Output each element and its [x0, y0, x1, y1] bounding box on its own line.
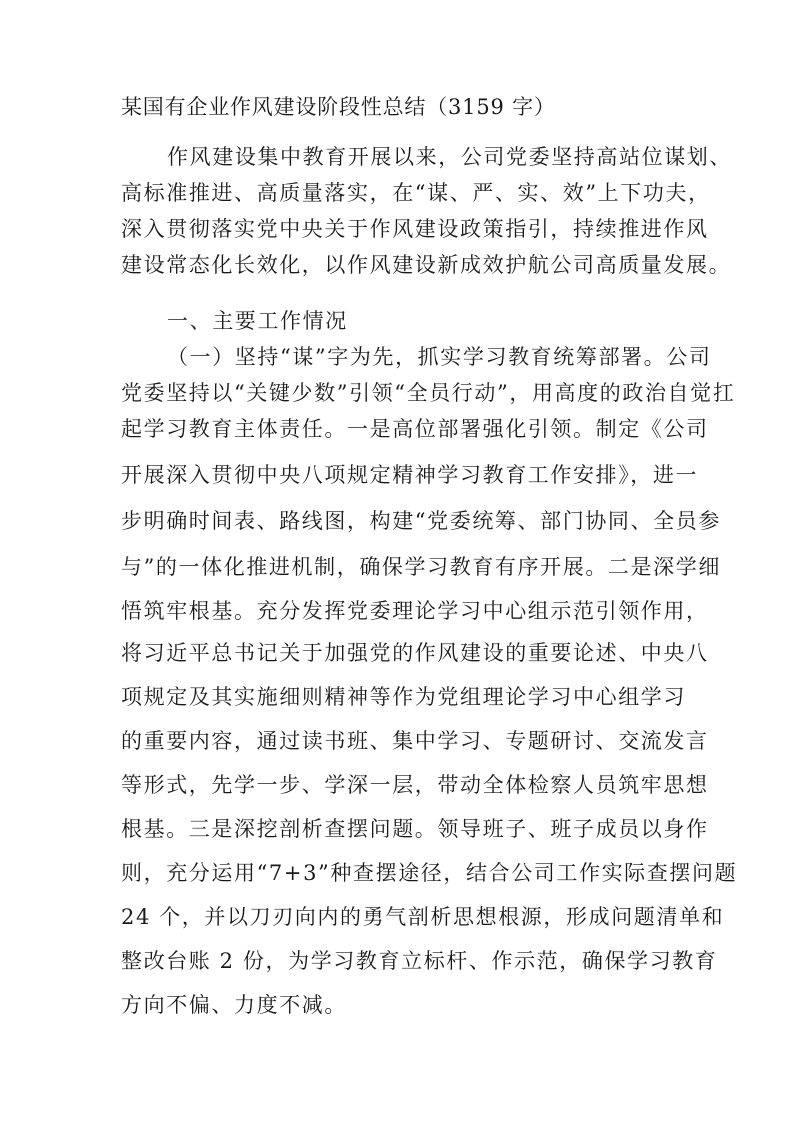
paragraph-line-12: 根基。三是深挖剖析查摆问题。领导班子、班子成员以身作 — [121, 817, 709, 841]
paragraph-line-1: （一）坚持“谋”字为先，抓实学习教育统筹部署。公司 — [167, 345, 712, 369]
document-title: 某国有企业作风建设阶段性总结（3159 字） — [121, 95, 556, 119]
paragraph-line-7: 悟筑牢根基。充分发挥党委理论学习中心组示范引领作用， — [121, 599, 709, 623]
paragraph-line-8: 将习近平总书记关于加强党的作风建设的重要论述、中央八 — [121, 641, 709, 665]
section-heading: 一、主要工作情况 — [167, 309, 348, 333]
paragraph-line-3: 起学习教育主体责任。一是高位部署强化引领。制定《公司 — [121, 417, 709, 441]
paragraph-line-9: 项规定及其实施细则精神等作为党组理论学习中心组学习 — [121, 685, 686, 709]
paragraph-line-10: 的重要内容，通过读书班、集中学习、专题研讨、交流发言 — [121, 729, 709, 753]
paragraph-line-11: 等形式，先学一步、学深一层，带动全体检察人员筑牢思想 — [121, 773, 709, 797]
intro-line-2: 高标准推进、高质量落实，在“谋、严、实、效”上下功夫， — [121, 181, 711, 205]
intro-line-4: 建设常态化长效化，以作风建设新成效护航公司高质量发展。 — [121, 253, 732, 277]
intro-line-3: 深入贯彻落实党中央关于作风建设政策指引，持续推进作风 — [121, 217, 709, 241]
paragraph-line-14: 24 个，并以刀刃向内的勇气剖析思想根源，形成问题清单和 — [121, 905, 725, 929]
intro-line-1: 作风建设集中教育开展以来，公司党委坚持高站位谋划、 — [167, 145, 732, 169]
paragraph-line-4: 开展深入贯彻中央八项规定精神学习教育工作安排》，进一 — [121, 463, 699, 487]
paragraph-line-2: 党委坚持以“关键少数”引领“全员行动”，用高度的政治自觉扛 — [121, 381, 736, 405]
paragraph-line-13: 则，充分运用“7+3”种查摆途径，结合公司工作实际查摆问题 — [121, 861, 738, 885]
paragraph-line-15: 整改台账 2 份，为学习教育立标杆、作示范，确保学习教育 — [121, 949, 718, 973]
paragraph-line-5: 步明确时间表、路线图，构建“党委统筹、部门协同、全员参 — [121, 509, 721, 533]
paragraph-line-6: 与”的一体化推进机制，确保学习教育有序开展。二是深学细 — [121, 555, 721, 579]
paragraph-line-16: 方向不偏、力度不减。 — [121, 993, 347, 1017]
